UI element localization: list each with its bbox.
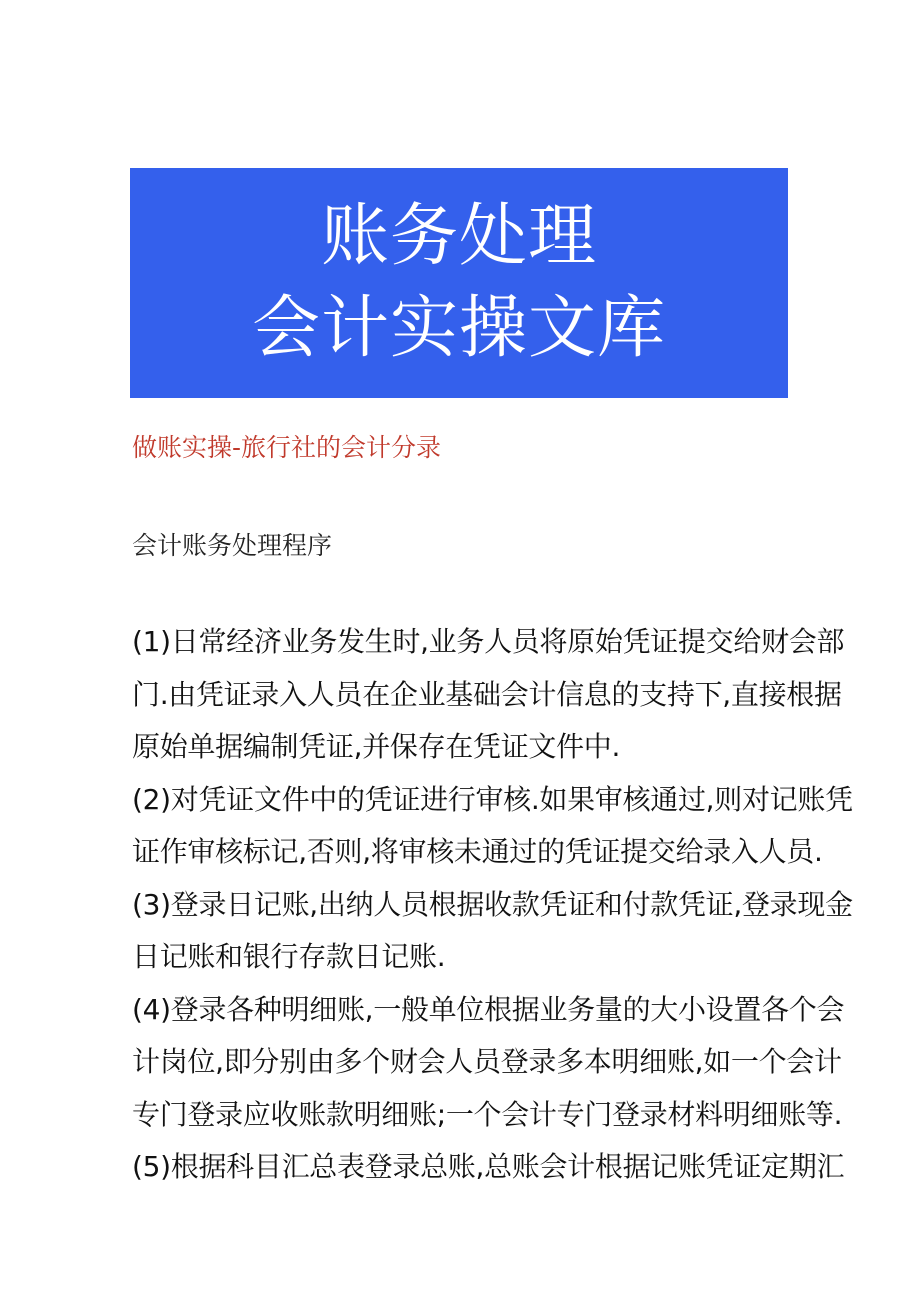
title-banner [130, 168, 788, 398]
section-heading: 会计账务处理程序 [132, 531, 333, 560]
body-line: 原始单据编制凭证,并保存在凭证文件中. [132, 730, 621, 763]
body-text [132, 616, 853, 1194]
body-line: (1)日常经济业务发生时,业务人员将原始凭证提交给财会部 [132, 625, 845, 658]
body-line: 证作审核标记,否则,将审核未通过的凭证提交给录入人员. [132, 835, 823, 868]
body-line: 计岗位,即分别由多个财会人员登录多本明细账,如一个会计 [132, 1045, 842, 1078]
banner-title-line-2: 会计实操文库 [251, 289, 666, 368]
document-title: 做账实操-旅行社的会计分录 [132, 433, 442, 462]
body-line: 门.由凭证录入人员在企业基础会计信息的支持下,直接根据 [132, 677, 842, 711]
body-line: (2)对凭证文件中的凭证进行审核.如果审核通过,则对记账凭 [132, 782, 853, 816]
body-line: (4)登录各种明细账,一般单位根据业务量的大小设置各个会 [132, 992, 845, 1026]
body-line: 专门登录应收账款明细账;一个会计专门登录材料明细账等. [132, 1097, 843, 1131]
banner-title-line-1: 账务处理 [320, 197, 597, 276]
body-line: 日记账和银行存款日记账. [132, 940, 446, 973]
body-line: (3)登录日记账,出纳人员根据收款凭证和付款凭证,登录现金 [132, 887, 853, 921]
body-line: (5)根据科目汇总表登录总账,总账会计根据记账凭证定期汇 [132, 1150, 845, 1183]
